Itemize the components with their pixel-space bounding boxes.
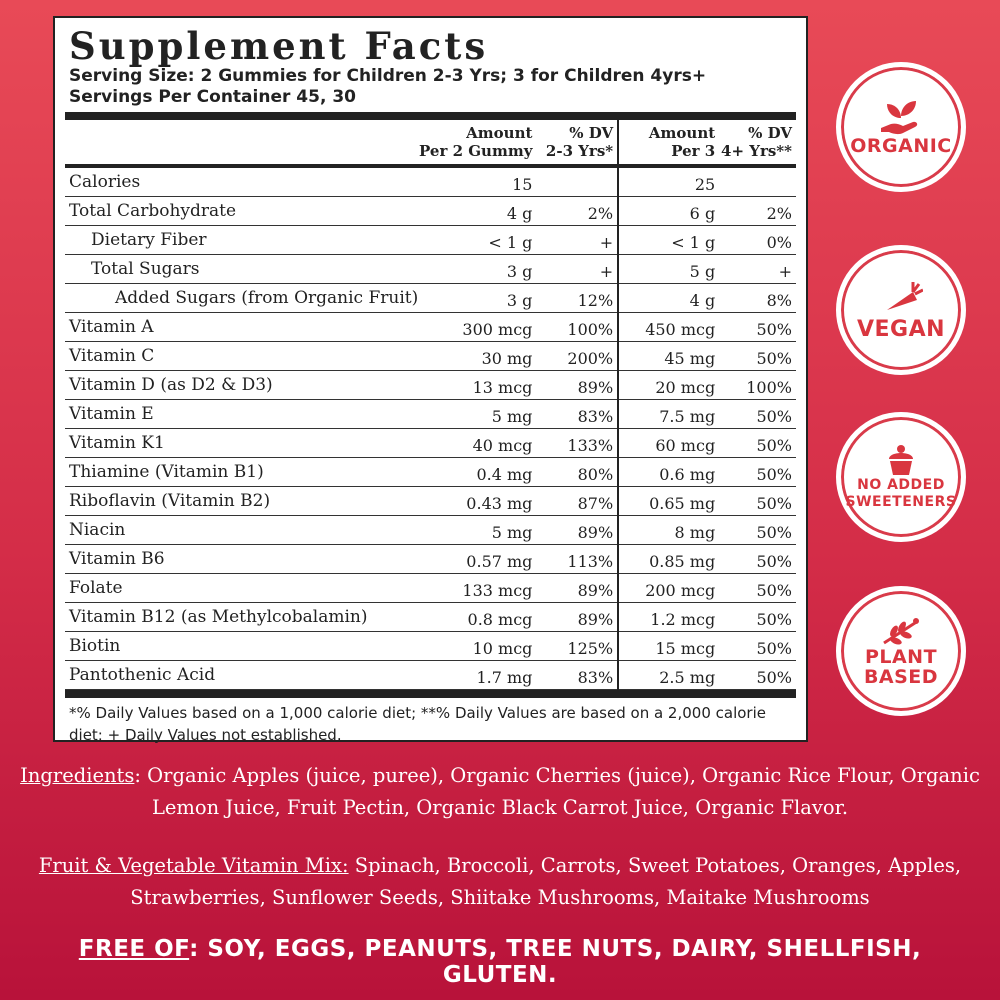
facts-table: [65, 120, 796, 690]
ingredients-text: : Organic Apples (juice, puree), Organic Cherries (juice), Organic Rice Flour, Organic Lemon Juice, Fruit Pectin, Organic Black Carrot Juice, Organic Flavor.: [134, 764, 980, 819]
cell-d2: [719, 166, 796, 197]
cupcake-icon: [884, 443, 918, 477]
cell-d1: 113%: [536, 545, 618, 574]
cell-a2: 8 mg: [618, 516, 719, 545]
cell-d2: 50%: [719, 661, 796, 690]
table-row: [65, 487, 796, 516]
cell-name: Pantothenic Acid: [65, 661, 418, 690]
table-row: [65, 166, 796, 197]
cell-name: Folate: [65, 574, 418, 603]
table-row: [65, 661, 796, 690]
cell-d1: 83%: [536, 400, 618, 429]
cell-d2: 50%: [719, 313, 796, 342]
cell-name: Thiamine (Vitamin B1): [65, 458, 418, 487]
cell-a1: 133 mcg: [418, 574, 536, 603]
cell-a2: 20 mcg: [618, 371, 719, 400]
header-amount2-line1: Amount: [648, 124, 716, 142]
cell-a1: 4 g: [418, 197, 536, 226]
divider-bar: [65, 112, 796, 120]
cell-name: Dietary Fiber: [65, 226, 418, 255]
header-amount1-line2: Per 2 Gummy: [419, 142, 533, 160]
cell-name: Vitamin A: [65, 313, 418, 342]
cell-a2: 450 mcg: [618, 313, 719, 342]
cell-name: Vitamin D (as D2 & D3): [65, 371, 418, 400]
table-row: [65, 342, 796, 371]
cell-d2: 0%: [719, 226, 796, 255]
table-header-row: [65, 120, 796, 166]
cell-d2: 50%: [719, 516, 796, 545]
cell-a1: 3 g: [418, 255, 536, 284]
cell-name: Vitamin C: [65, 342, 418, 371]
cell-d1: 89%: [536, 371, 618, 400]
header-amount1-line1: Amount: [466, 124, 533, 142]
cell-d1: 89%: [536, 574, 618, 603]
table-row: [65, 603, 796, 632]
vitamin-mix-label: Fruit & Vegetable Vitamin Mix:: [38, 854, 349, 877]
cell-name: Added Sugars (from Organic Fruit): [65, 284, 418, 313]
ingredients-paragraph: [20, 760, 980, 824]
cell-a2: 4 g: [618, 284, 719, 313]
cell-a2: 7.5 mg: [618, 400, 719, 429]
badge-plant-line1: PLANT: [864, 646, 938, 668]
cell-a2: 1.2 mcg: [618, 603, 719, 632]
cell-a1: 0.57 mg: [418, 545, 536, 574]
cell-d1: 133%: [536, 429, 618, 458]
cell-a1: 0.4 mg: [418, 458, 536, 487]
cell-name: Calories: [65, 166, 418, 197]
badge-vegan: [836, 245, 966, 375]
cell-d2: 2%: [719, 197, 796, 226]
header-dv-4plus: [719, 120, 796, 166]
cell-a2: < 1 g: [618, 226, 719, 255]
cell-name: Total Sugars: [65, 255, 418, 284]
cell-a1: 0.43 mg: [418, 487, 536, 516]
cell-name: Vitamin B6: [65, 545, 418, 574]
cell-name: Total Carbohydrate: [65, 197, 418, 226]
cell-d1: 100%: [536, 313, 618, 342]
cell-a1: 1.7 mg: [418, 661, 536, 690]
carrot-icon: [879, 280, 923, 320]
table-row: [65, 545, 796, 574]
cell-d2: 50%: [719, 429, 796, 458]
badge-vegan-label: VEGAN: [856, 317, 946, 342]
free-of-label: FREE OF: [78, 936, 190, 962]
header-dv-2-3: [536, 120, 618, 166]
table-row: [65, 516, 796, 545]
cell-a1: < 1 g: [418, 226, 536, 255]
vitamin-mix-text: Spinach, Broccoli, Carrots, Sweet Potatoes, Oranges, Apples, Strawberries, Sunflower Seeds, Shiitake Mushrooms, Maitake Mushrooms: [130, 854, 962, 909]
table-row: [65, 255, 796, 284]
cell-name: Vitamin K1: [65, 429, 418, 458]
cell-d1: +: [536, 255, 618, 284]
badge-organic-label: ORGANIC: [850, 135, 952, 157]
cell-a1: 3 g: [418, 284, 536, 313]
cell-d2: 50%: [719, 603, 796, 632]
serving-size: Serving Size: 2 Gummies for Children 2-3 Yrs; 3 for Children 4yrs+: [69, 66, 707, 86]
table-row: [65, 574, 796, 603]
sprout-hand-icon: [879, 98, 923, 136]
cell-d1: +: [536, 226, 618, 255]
divider-bar-bottom: [65, 690, 796, 698]
header-amount-2-gummy: [418, 120, 536, 166]
cell-a1: 300 mcg: [418, 313, 536, 342]
cell-a1: 15: [418, 166, 536, 197]
cell-d1: 87%: [536, 487, 618, 516]
cell-d1: 89%: [536, 516, 618, 545]
ingredients-label: Ingredients: [20, 764, 135, 787]
cell-a2: 2.5 mg: [618, 661, 719, 690]
table-row: [65, 458, 796, 487]
cell-a2: 6 g: [618, 197, 719, 226]
header-blank: [65, 120, 418, 166]
cell-name: Biotin: [65, 632, 418, 661]
badge-plant-line2: BASED: [863, 666, 939, 688]
free-of-line: [20, 936, 980, 988]
cell-a1: 40 mcg: [418, 429, 536, 458]
cell-d1: 89%: [536, 603, 618, 632]
cell-d1: 2%: [536, 197, 618, 226]
header-dv1-line2: 2-3 Yrs*: [545, 142, 614, 160]
header-dv1-line1: % DV: [569, 124, 614, 142]
cell-d1: 83%: [536, 661, 618, 690]
badge-no-added-line1: NO ADDED: [857, 477, 945, 493]
facts-title: Supplement Facts: [69, 24, 489, 68]
table-row: [65, 197, 796, 226]
table-row: [65, 400, 796, 429]
cell-d1: 80%: [536, 458, 618, 487]
cell-d2: 50%: [719, 487, 796, 516]
table-row: [65, 226, 796, 255]
table-row: [65, 371, 796, 400]
cell-d1: [536, 166, 618, 197]
leaf-branch-icon: [880, 615, 922, 647]
table-row: [65, 632, 796, 661]
cell-a1: 5 mg: [418, 516, 536, 545]
servings-per-container: Servings Per Container 45, 30: [69, 87, 356, 107]
cell-a2: 0.65 mg: [618, 487, 719, 516]
footnote: *% Daily Values based on a 1,000 calorie diet; **% Daily Values are based on a 2,000 calorie diet; + Daily Values not established.: [69, 704, 766, 744]
cell-d2: 50%: [719, 632, 796, 661]
cell-a2: 5 g: [618, 255, 719, 284]
cell-d1: 12%: [536, 284, 618, 313]
badge-no-added-sweeteners: [836, 412, 966, 542]
cell-d2: 50%: [719, 342, 796, 371]
header-dv2-line1: % DV: [748, 124, 792, 142]
table-row: [65, 313, 796, 342]
cell-a2: 25: [618, 166, 719, 197]
table-row: [65, 429, 796, 458]
cell-d2: 100%: [719, 371, 796, 400]
cell-d2: 50%: [719, 574, 796, 603]
cell-name: Riboflavin (Vitamin B2): [65, 487, 418, 516]
cell-a2: 200 mcg: [618, 574, 719, 603]
header-amount-per-3: [618, 120, 719, 166]
vitamin-mix-paragraph: [20, 850, 980, 914]
cell-d2: +: [719, 255, 796, 284]
cell-a2: 15 mcg: [618, 632, 719, 661]
cell-a2: 0.6 mg: [618, 458, 719, 487]
header-amount2-line2: Per 3: [671, 142, 716, 160]
free-of-text: : SOY, EGGS, PEANUTS, TREE NUTS, DAIRY, SHELLFISH, GLUTEN.: [189, 936, 922, 988]
cell-d2: 8%: [719, 284, 796, 313]
cell-name: Niacin: [65, 516, 418, 545]
cell-d2: 50%: [719, 400, 796, 429]
cell-d2: 50%: [719, 545, 796, 574]
facts-table-body: [65, 166, 796, 690]
cell-a1: 5 mg: [418, 400, 536, 429]
cell-a2: 0.85 mg: [618, 545, 719, 574]
cell-name: Vitamin B12 (as Methylcobalamin): [65, 603, 418, 632]
cell-d1: 125%: [536, 632, 618, 661]
cell-a2: 60 mcg: [618, 429, 719, 458]
header-dv2-line2: 4+ Yrs**: [721, 142, 792, 160]
cell-name: Vitamin E: [65, 400, 418, 429]
badge-no-added-line2: SWEETENERS: [845, 494, 957, 510]
cell-a1: 13 mcg: [418, 371, 536, 400]
badge-organic: [836, 62, 966, 192]
cell-a2: 45 mg: [618, 342, 719, 371]
cell-a1: 30 mg: [418, 342, 536, 371]
supplement-facts-panel: [53, 16, 808, 742]
cell-d1: 200%: [536, 342, 618, 371]
cell-a1: 10 mcg: [418, 632, 536, 661]
badge-plant-based: [836, 586, 966, 716]
cell-a1: 0.8 mcg: [418, 603, 536, 632]
cell-d2: 50%: [719, 458, 796, 487]
table-row: [65, 284, 796, 313]
